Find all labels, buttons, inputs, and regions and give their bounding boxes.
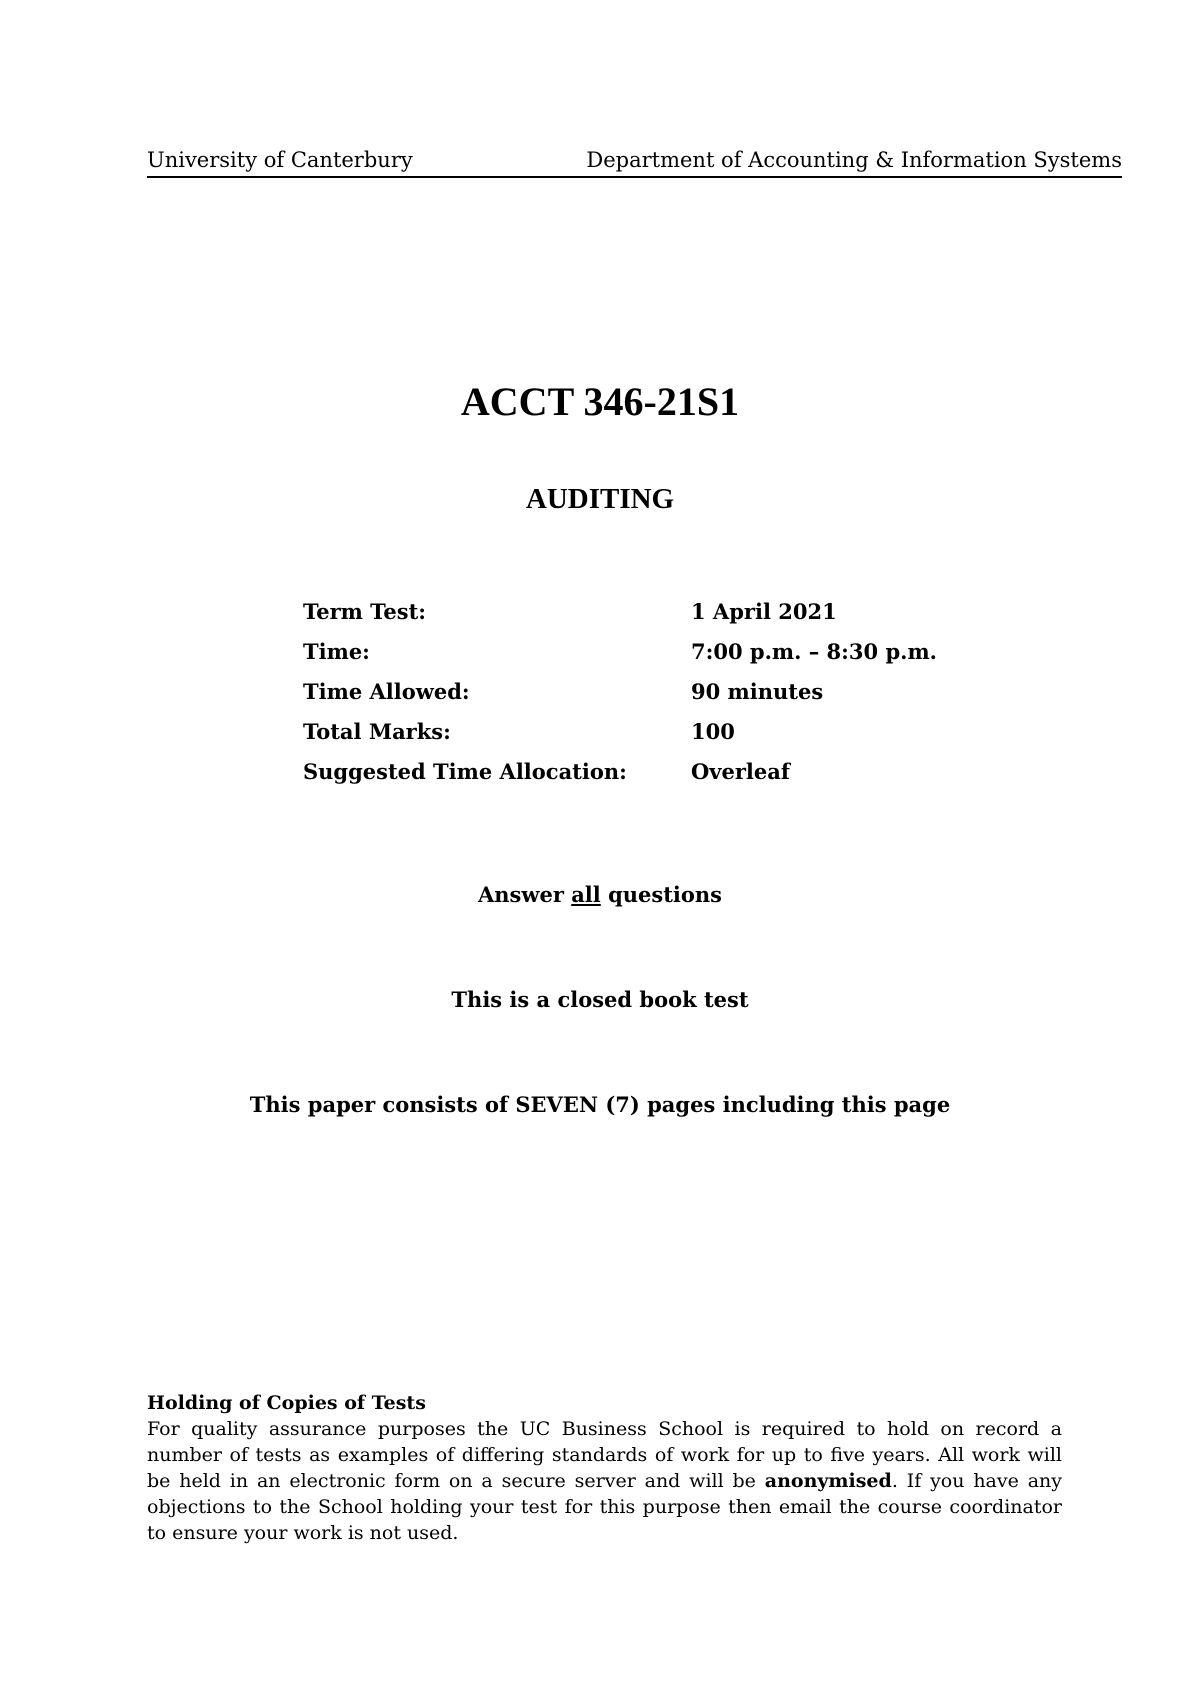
holding-title: Holding of Copies of Tests — [147, 1392, 426, 1414]
detail-label: Time: — [303, 639, 370, 664]
test-details — [303, 592, 1003, 792]
answer-post: questions — [600, 882, 722, 907]
detail-row-time — [303, 632, 1003, 672]
holding-body-pre: For quality assurance purposes the UC Business School is required to hold on record a number of tests as examples of differing standards of work for up to five years. All work will be held in an electronic form on a secure server and will be — [147, 1418, 1062, 1492]
university-name: University of Canterbury — [147, 148, 413, 172]
answer-instruction — [0, 882, 1200, 907]
detail-value: Overleaf — [691, 759, 790, 784]
answer-emphasis: all — [571, 882, 601, 907]
detail-label: Suggested Time Allocation: — [303, 759, 627, 784]
holding-body-post: . If you have any objections to the School holding your test for this purpose then email the course coordinator to ensure your work is not used. — [147, 1470, 1062, 1544]
closed-book-notice: This is a closed book test — [451, 987, 749, 1012]
detail-value: 7:00 p.m. – 8:30 p.m. — [691, 639, 937, 664]
detail-row-term-test — [303, 592, 1003, 632]
page-count-notice: This paper consists of SEVEN (7) pages including this page — [249, 1092, 951, 1117]
department-name: Department of Accounting & Information Systems — [586, 148, 1122, 172]
detail-row-total-marks — [303, 712, 1003, 752]
page-header — [147, 144, 1122, 178]
detail-row-time-allocation — [303, 752, 1003, 792]
detail-value: 90 minutes — [691, 679, 824, 704]
course-name: AUDITING — [525, 483, 675, 515]
detail-row-time-allowed — [303, 672, 1003, 712]
detail-value: 1 April 2021 — [691, 599, 837, 624]
holding-body — [147, 1416, 1062, 1546]
holding-notice — [147, 1390, 1062, 1546]
answer-pre: Answer — [478, 882, 572, 907]
detail-value: 100 — [691, 719, 735, 744]
detail-label: Time Allowed: — [303, 679, 470, 704]
course-code: ACCT 346-21S1 — [460, 379, 740, 424]
holding-body-emphasis: anonymised — [764, 1470, 892, 1492]
detail-label: Total Marks: — [303, 719, 451, 744]
detail-label: Term Test: — [303, 599, 427, 624]
